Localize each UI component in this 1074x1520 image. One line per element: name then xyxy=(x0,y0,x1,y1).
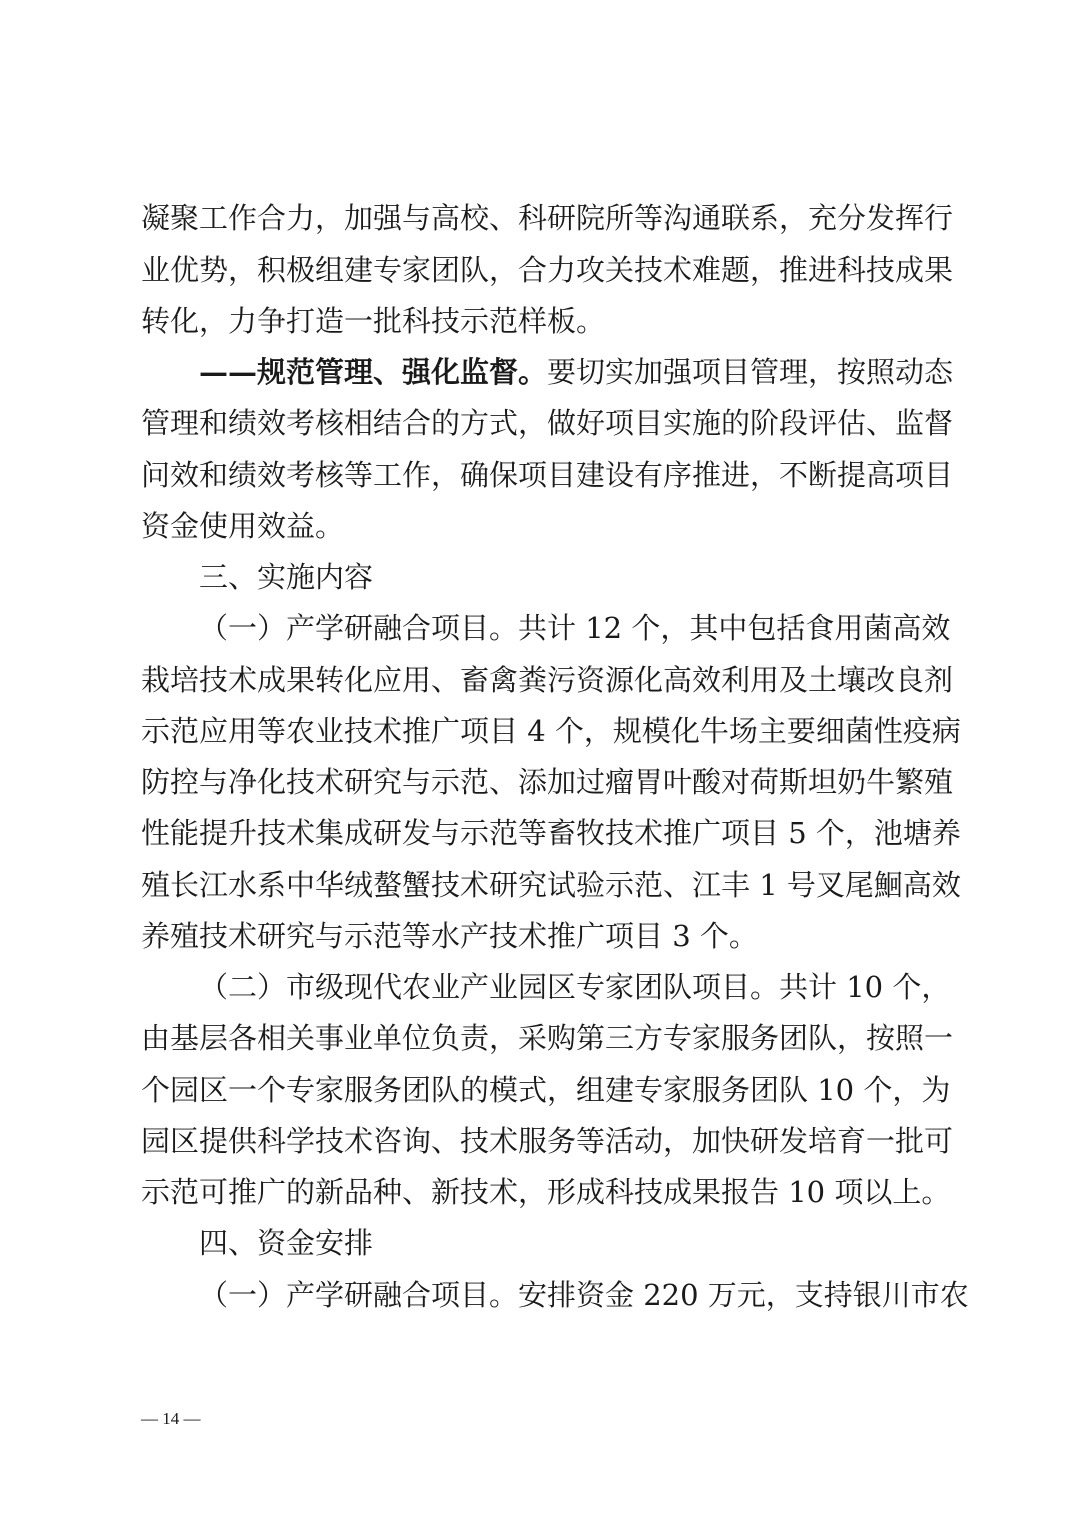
paragraph-line-18: 园区提供科学技术咨询、技术服务等活动，加快研发培育一批可 xyxy=(141,1124,954,1158)
paragraph-line-16: 由基层各相关事业单位负责，采购第三方专家服务团队，按照一 xyxy=(141,1021,954,1055)
paragraph-line-3: 转化，力争打造一批科技示范样板。 xyxy=(141,304,606,338)
paragraph-line-10: 示范应用等农业技术推广项目 4 个，规模化牛场主要细菌性疫病 xyxy=(141,714,961,748)
paragraph-line-7: 资金使用效益。 xyxy=(141,509,345,543)
paragraph-line-17: 个园区一个专家服务团队的模式，组建专家服务团队 10 个，为 xyxy=(141,1073,951,1107)
paragraph-line-6: 问效和绩效考核等工作，确保项目建设有序推进，不断提高项目 xyxy=(141,458,954,492)
paragraph-line-8: （一）产学研融合项目。共计 12 个，其中包括食用菌高效 xyxy=(199,611,951,645)
page-number: — 14 — xyxy=(141,1409,201,1428)
paragraph-line-9: 栽培技术成果转化应用、畜禽粪污资源化高效利用及土壤改良剂 xyxy=(141,663,954,697)
section-heading-3: 三、实施内容 xyxy=(199,560,374,594)
paragraph-line-13: 殖长江水系中华绒螯蟹技术研究试验示范、江丰 1 号叉尾鮰高效 xyxy=(141,868,961,902)
paragraph-line-5: 管理和绩效考核相结合的方式，做好项目实施的阶段评估、监督 xyxy=(141,406,954,440)
paragraph-line-20: （一）产学研融合项目。安排资金 220 万元，支持银川市农 xyxy=(199,1278,969,1312)
paragraph-line-12: 性能提升技术集成研发与示范等畜牧技术推广项目 5 个，池塘养 xyxy=(141,816,961,850)
section-heading-4: 四、资金安排 xyxy=(199,1226,374,1260)
bold-lead-heading: ——规范管理、强化监督。 xyxy=(199,355,548,389)
paragraph-line-4 xyxy=(199,352,953,392)
paragraph-line-2: 业优势，积极组建专家团队，合力攻关技术难题，推进科技成果 xyxy=(141,253,954,287)
paragraph-line-1: 凝聚工作合力，加强与高校、科研院所等沟通联系，充分发挥行 xyxy=(141,201,954,235)
paragraph-line-19: 示范可推广的新品种、新技术，形成科技成果报告 10 项以上。 xyxy=(141,1175,951,1209)
paragraph-line-15: （二）市级现代农业产业园区专家团队项目。共计 10 个， xyxy=(199,970,951,1004)
paragraph-line-14: 养殖技术研究与示范等水产技术推广项目 3 个。 xyxy=(141,919,758,953)
paragraph-line-4-text: 要切实加强项目管理，按照动态 xyxy=(547,355,954,389)
paragraph-line-11: 防控与净化技术研究与示范、添加过瘤胃叶酸对荷斯坦奶牛繁殖 xyxy=(141,765,954,799)
